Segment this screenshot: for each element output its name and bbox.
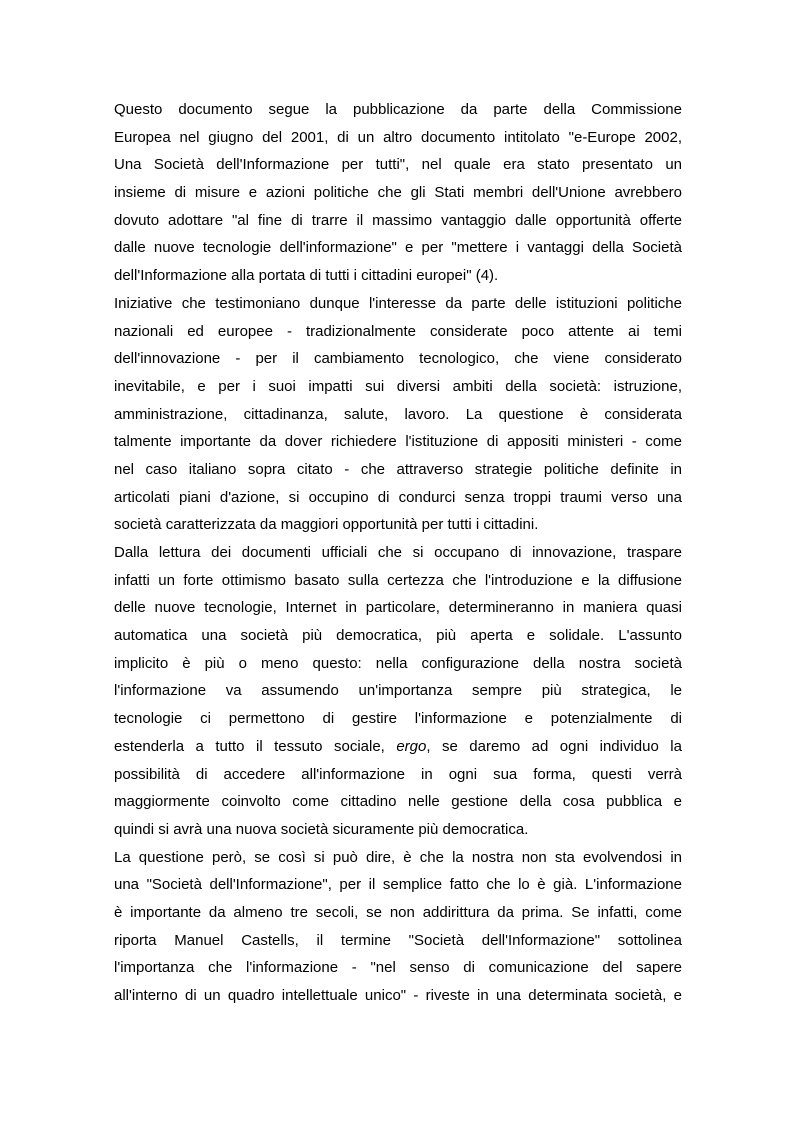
text-line: tecnologie ci permettono di gestire l'informazione e potenzialmente di [114, 710, 682, 728]
text-line: La questione però, se così si può dire, è che la nostra non sta evolvendosi in [114, 848, 682, 866]
text-segment: , se daremo ad ogni individuo la [426, 737, 682, 755]
text-line: automatica una società più democratica, più aperta e solidale. L'assunto [114, 627, 682, 645]
text-line: insieme di misure e azioni politiche che gli Stati membri dell'Unione avrebbero [114, 184, 682, 202]
text-line: Una Società dell'Informazione per tutti", nel quale era stato presentato un [114, 156, 682, 174]
text-line: delle nuove tecnologie, Internet in particolare, determineranno in maniera quasi [114, 599, 682, 617]
text-line: dell'innovazione - per il cambiamento tecnologico, che viene considerato [114, 350, 682, 368]
paragraph-3 [114, 539, 682, 844]
text-line: amministrazione, cittadinanza, salute, lavoro. La questione è considerata [114, 405, 682, 423]
text-line: dovuto adottare "al fine di trarre il massimo vantaggio dalle opportunità offerte [114, 211, 682, 229]
text-line: infatti un forte ottimismo basato sulla certezza che l'introduzione e la diffusione [114, 571, 682, 589]
text-line: Europea nel giugno del 2001, di un altro documento intitolato "e-Europe 2002, [114, 128, 682, 146]
italic-word: ergo [396, 737, 427, 755]
paragraph-1 [114, 96, 682, 290]
paragraph-2 [114, 290, 682, 539]
text-line: nel caso italiano sopra citato - che attraverso strategie politiche definite in [114, 460, 682, 478]
text-line: dalle nuove tecnologie dell'informazione" e per "mettere i vantaggi della Società [114, 239, 682, 257]
text-line: società caratterizzata da maggiori opportunità per tutti i cittadini. [114, 516, 539, 534]
text-line-ergo [114, 733, 682, 761]
text-line: l'informazione va assumendo un'importanza sempre più strategica, le [114, 682, 682, 700]
text-segment: estenderla a tutto il tessuto sociale, [114, 737, 397, 755]
text-line: è importante da almeno tre secoli, se non addirittura da prima. Se infatti, come [114, 903, 682, 921]
text-line: riporta Manuel Castells, il termine "Società dell'Informazione" sottolinea [114, 931, 682, 949]
text-line: dell'Informazione alla portata di tutti i cittadini europei" (4). [114, 267, 499, 285]
text-line: Questo documento segue la pubblicazione da parte della Commissione [114, 101, 682, 118]
text-line: quindi si avrà una nuova società sicuramente più democratica. [114, 820, 529, 838]
text-line: Dalla lettura dei documenti ufficiali che si occupano di innovazione, traspare [114, 544, 682, 561]
text-line: talmente importante da dover richiedere l'istituzione di appositi ministeri - come [114, 433, 682, 451]
text-line: possibilità di accedere all'informazione in ogni sua forma, questi verrà [114, 765, 682, 783]
document-page [114, 96, 682, 1010]
text-line: inevitabile, e per i suoi impatti sui diversi ambiti della società: istruzione, [114, 377, 682, 395]
text-line: Iniziative che testimoniano dunque l'interesse da parte delle istituzioni politiche [114, 294, 682, 312]
text-line: nazionali ed europee - tradizionalmente considerate poco attente ai temi [114, 322, 682, 340]
text-line: l'importanza che l'informazione - "nel senso di comunicazione del sapere [114, 959, 682, 977]
paragraph-4 [114, 844, 682, 1010]
text-line: maggiormente coinvolto come cittadino nelle gestione della cosa pubblica e [114, 793, 682, 811]
text-line: all'interno di un quadro intellettuale unico" - riveste in una determinata società, e [114, 987, 682, 1004]
text-line: articolati piani d'azione, si occupino di condurci senza troppi traumi verso una [114, 488, 682, 506]
text-line: implicito è più o meno questo: nella configurazione della nostra società [114, 654, 682, 672]
text-line: una "Società dell'Informazione", per il semplice fatto che lo è già. L'informazione [114, 876, 682, 894]
